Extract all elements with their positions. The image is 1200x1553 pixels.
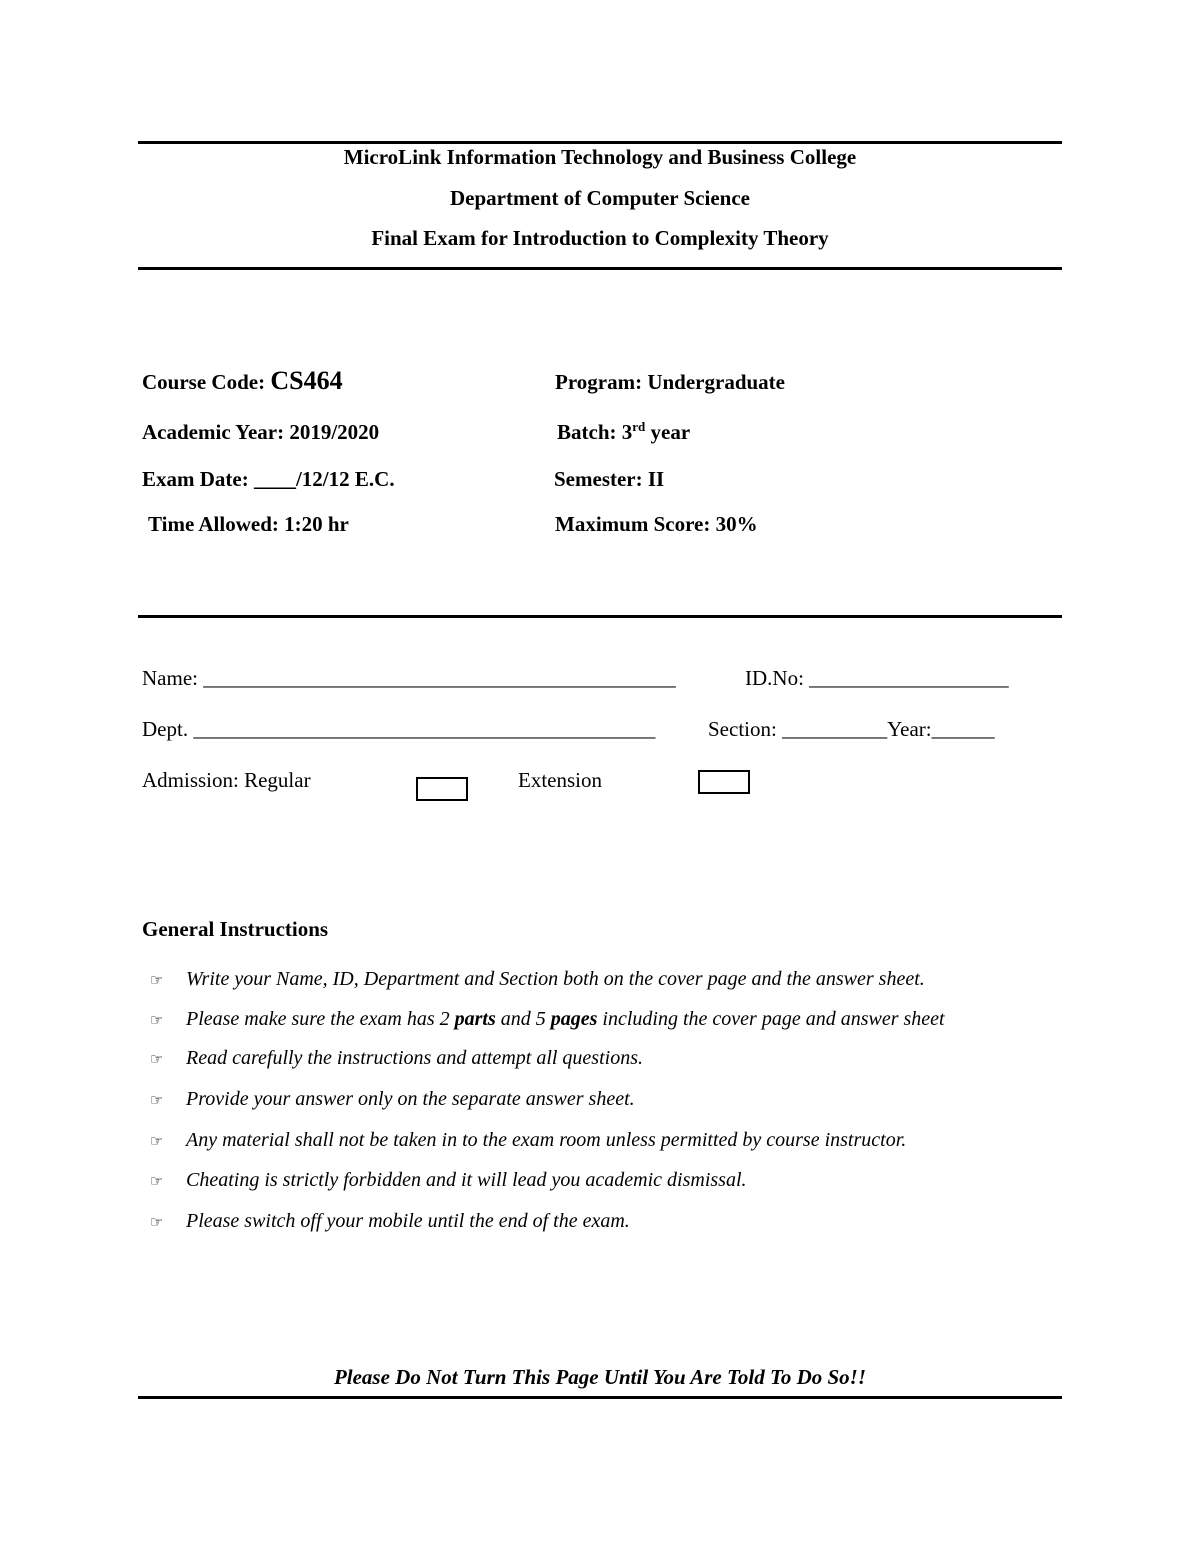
batch-prefix: Batch: 3 [557,420,633,444]
pointing-hand-icon: ☞ [150,1050,164,1068]
instruction-item [150,1129,906,1152]
batch-suffix: year [650,420,691,444]
pointing-hand-icon: ☞ [150,1172,164,1190]
course-code [142,366,343,396]
instruction-text: Write your Name, ID, Department and Section both on the cover page and the answer sheet. [186,968,925,990]
exam-title: Final Exam for Introduction to Complexity Theory [371,226,829,250]
footer-warning: Please Do Not Turn This Page Until You Are Told To Do So!! [333,1365,867,1389]
pointing-hand-icon: ☞ [150,971,164,989]
pointing-hand-icon: ☞ [150,1213,164,1231]
instruction-text: Read carefully the instructions and attempt all questions. [186,1047,643,1069]
course-code-label: Course Code: [142,370,266,394]
instruction-text: Provide your answer only on the separate answer sheet. [186,1088,635,1110]
extension-label: Extension [518,768,602,792]
info-bottom-rule [138,615,1062,618]
instruction-text: Any material shall not be taken in to the exam room unless permitted by course instructor. [186,1129,907,1151]
program: Program: Undergraduate [555,370,785,394]
course-code-value: CS464 [270,366,343,395]
batch-ordinal: rd [632,419,646,434]
regular-checkbox[interactable] [416,777,468,801]
time-allowed: Time Allowed: 1:20 hr [148,512,349,536]
academic-year: Academic Year: 2019/2020 [142,420,380,444]
footer-rule [138,1396,1062,1399]
department-name: Department of Computer Science [450,186,750,210]
instruction-text: Please make sure the exam has 2 [186,1008,455,1030]
pointing-hand-icon: ☞ [150,1091,164,1109]
instruction-item [150,1047,643,1070]
instruction-text: Cheating is strictly forbidden and it will lead you academic dismissal. [186,1169,747,1191]
college-name: MicroLink Information Technology and Business College [343,145,857,169]
instruction-item [150,1210,630,1233]
instruction-item [150,1008,945,1031]
section-year-field[interactable]: Section: __________Year:______ [708,717,995,741]
instruction-text: including the cover page and answer sheet [597,1008,945,1030]
instruction-text: Please switch off your mobile until the end of the exam. [186,1210,630,1232]
dept-field[interactable]: Dept. ____________________________________________ [142,717,656,741]
pointing-hand-icon: ☞ [150,1132,164,1150]
batch [557,420,690,445]
semester: Semester: II [554,467,665,491]
id-field[interactable]: ID.No: ___________________ [745,666,1009,690]
name-field[interactable]: Name: _____________________________________________ [142,666,676,690]
pointing-hand-icon: ☞ [150,1011,164,1029]
admission-regular-label: Admission: Regular [142,768,311,792]
exam-date: Exam Date: ____/12/12 E.C. [142,467,395,491]
header-bottom-rule [138,267,1062,270]
maximum-score: Maximum Score: 30% [555,512,758,536]
extension-checkbox[interactable] [698,770,750,794]
instruction-item [150,1169,747,1192]
instruction-bold-pages: pages [550,1008,598,1030]
header-top-rule [138,141,1062,144]
instruction-text: and 5 [495,1008,551,1030]
instructions-title: General Instructions [142,917,329,941]
instruction-item [150,968,925,991]
instruction-item [150,1088,635,1111]
instruction-bold-parts: parts [454,1008,496,1030]
